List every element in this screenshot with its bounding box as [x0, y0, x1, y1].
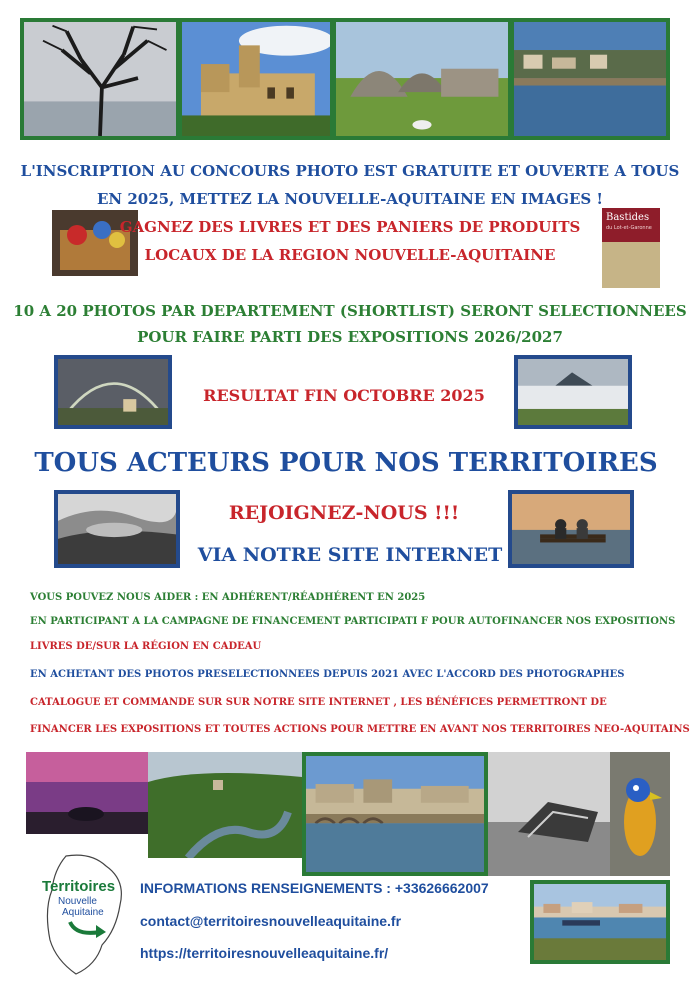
logo-sub2: Aquitaine — [62, 907, 104, 918]
headline-expositions: POUR FAIRE PARTI DES EXPOSITIONS 2026/2027 — [137, 328, 563, 346]
support-catalogue: CATALOGUE ET COMMANDE SUR SUR NOTRE SITE INTERNET , LES BÉNÉFICES PERMETTRONT DE — [30, 697, 607, 708]
photo-river-town — [510, 18, 670, 140]
support-books-gift: LIVRES DE/SUR LA RÉGION EN CADEAU — [30, 641, 262, 652]
contact-website[interactable]: https://territoiresnouvelleaquitaine.fr/ — [140, 945, 389, 961]
photo-misty-hill — [514, 355, 632, 429]
photo-green-valley — [148, 752, 302, 858]
photo-bird-mural — [610, 752, 670, 876]
photo-castle — [178, 18, 334, 140]
book-subtitle: du Lot-et-Garonne — [606, 225, 652, 231]
logo-title: Territoires — [42, 878, 116, 895]
book-title: Bastides — [606, 212, 650, 223]
photo-harbour — [530, 880, 670, 964]
logo-arrow-icon — [66, 918, 110, 940]
support-membership: VOUS POUVEZ NOUS AIDER : EN ADHÉRENT/RÉADHÉRENT EN 2025 — [30, 592, 426, 603]
headline-free-entry: L'INSCRIPTION AU CONCOURS PHOTO EST GRATUITE ET OUVERTE A TOUS — [20, 162, 680, 180]
photo-bw-bunker — [488, 752, 610, 876]
headline-shortlist: 10 A 20 PHOTOS PAR DEPARTEMENT (SHORTLIST) SERONT SELECTIONNEES — [13, 302, 687, 320]
headline-local-products: LOCAUX DE LA REGION NOUVELLE-AQUITAINE — [144, 246, 556, 264]
logo-sub1: Nouvelle — [58, 896, 97, 907]
headline-prizes: GAGNEZ DES LIVRES ET DES PANIERS DE PRODUITS — [119, 218, 581, 236]
photo-bridge-town — [302, 752, 488, 876]
photo-purple-sky — [26, 752, 148, 834]
photo-bench-sea — [508, 490, 634, 568]
join-us: REJOIGNEZ-NOUS !!! — [228, 502, 460, 524]
photo-bare-tree — [20, 18, 180, 140]
support-finance: FINANCER LES EXPOSITIONS ET TOUTES ACTIONS POUR METTRE EN AVANT NOS TERRITOIRES NEO-AQUITAINS — [30, 724, 690, 735]
support-buy-photos: EN ACHETANT DES PHOTOS PRESELECTIONNEES DEPUIS 2021 AVEC L'ACCORD DES PHOTOGRAPHES — [30, 669, 625, 680]
via-website: VIA NOTRE SITE INTERNET — [197, 544, 503, 566]
headline-2025: EN 2025, METTEZ LA NOUVELLE-AQUITAINE EN IMAGES ! — [96, 190, 604, 208]
logo-territoires — [36, 850, 132, 978]
contact-email[interactable]: contact@territoiresnouvelleaquitaine.fr — [140, 913, 402, 929]
result-date: RESULTAT FIN OCTOBRE 2025 — [203, 386, 485, 405]
slogan-title: TOUS ACTEURS POUR NOS TERRITOIRES — [34, 448, 658, 478]
photo-stone-huts — [332, 18, 512, 140]
contact-phone: INFORMATIONS RENSEIGNEMENTS : +33626662007 — [140, 880, 489, 896]
support-crowdfunding: EN PARTICIPANT A LA CAMPAGNE DE FINANCEMENT PARTICIPATI F POUR AUTOFINANCER NOS EXPOSITIONS — [30, 616, 676, 627]
